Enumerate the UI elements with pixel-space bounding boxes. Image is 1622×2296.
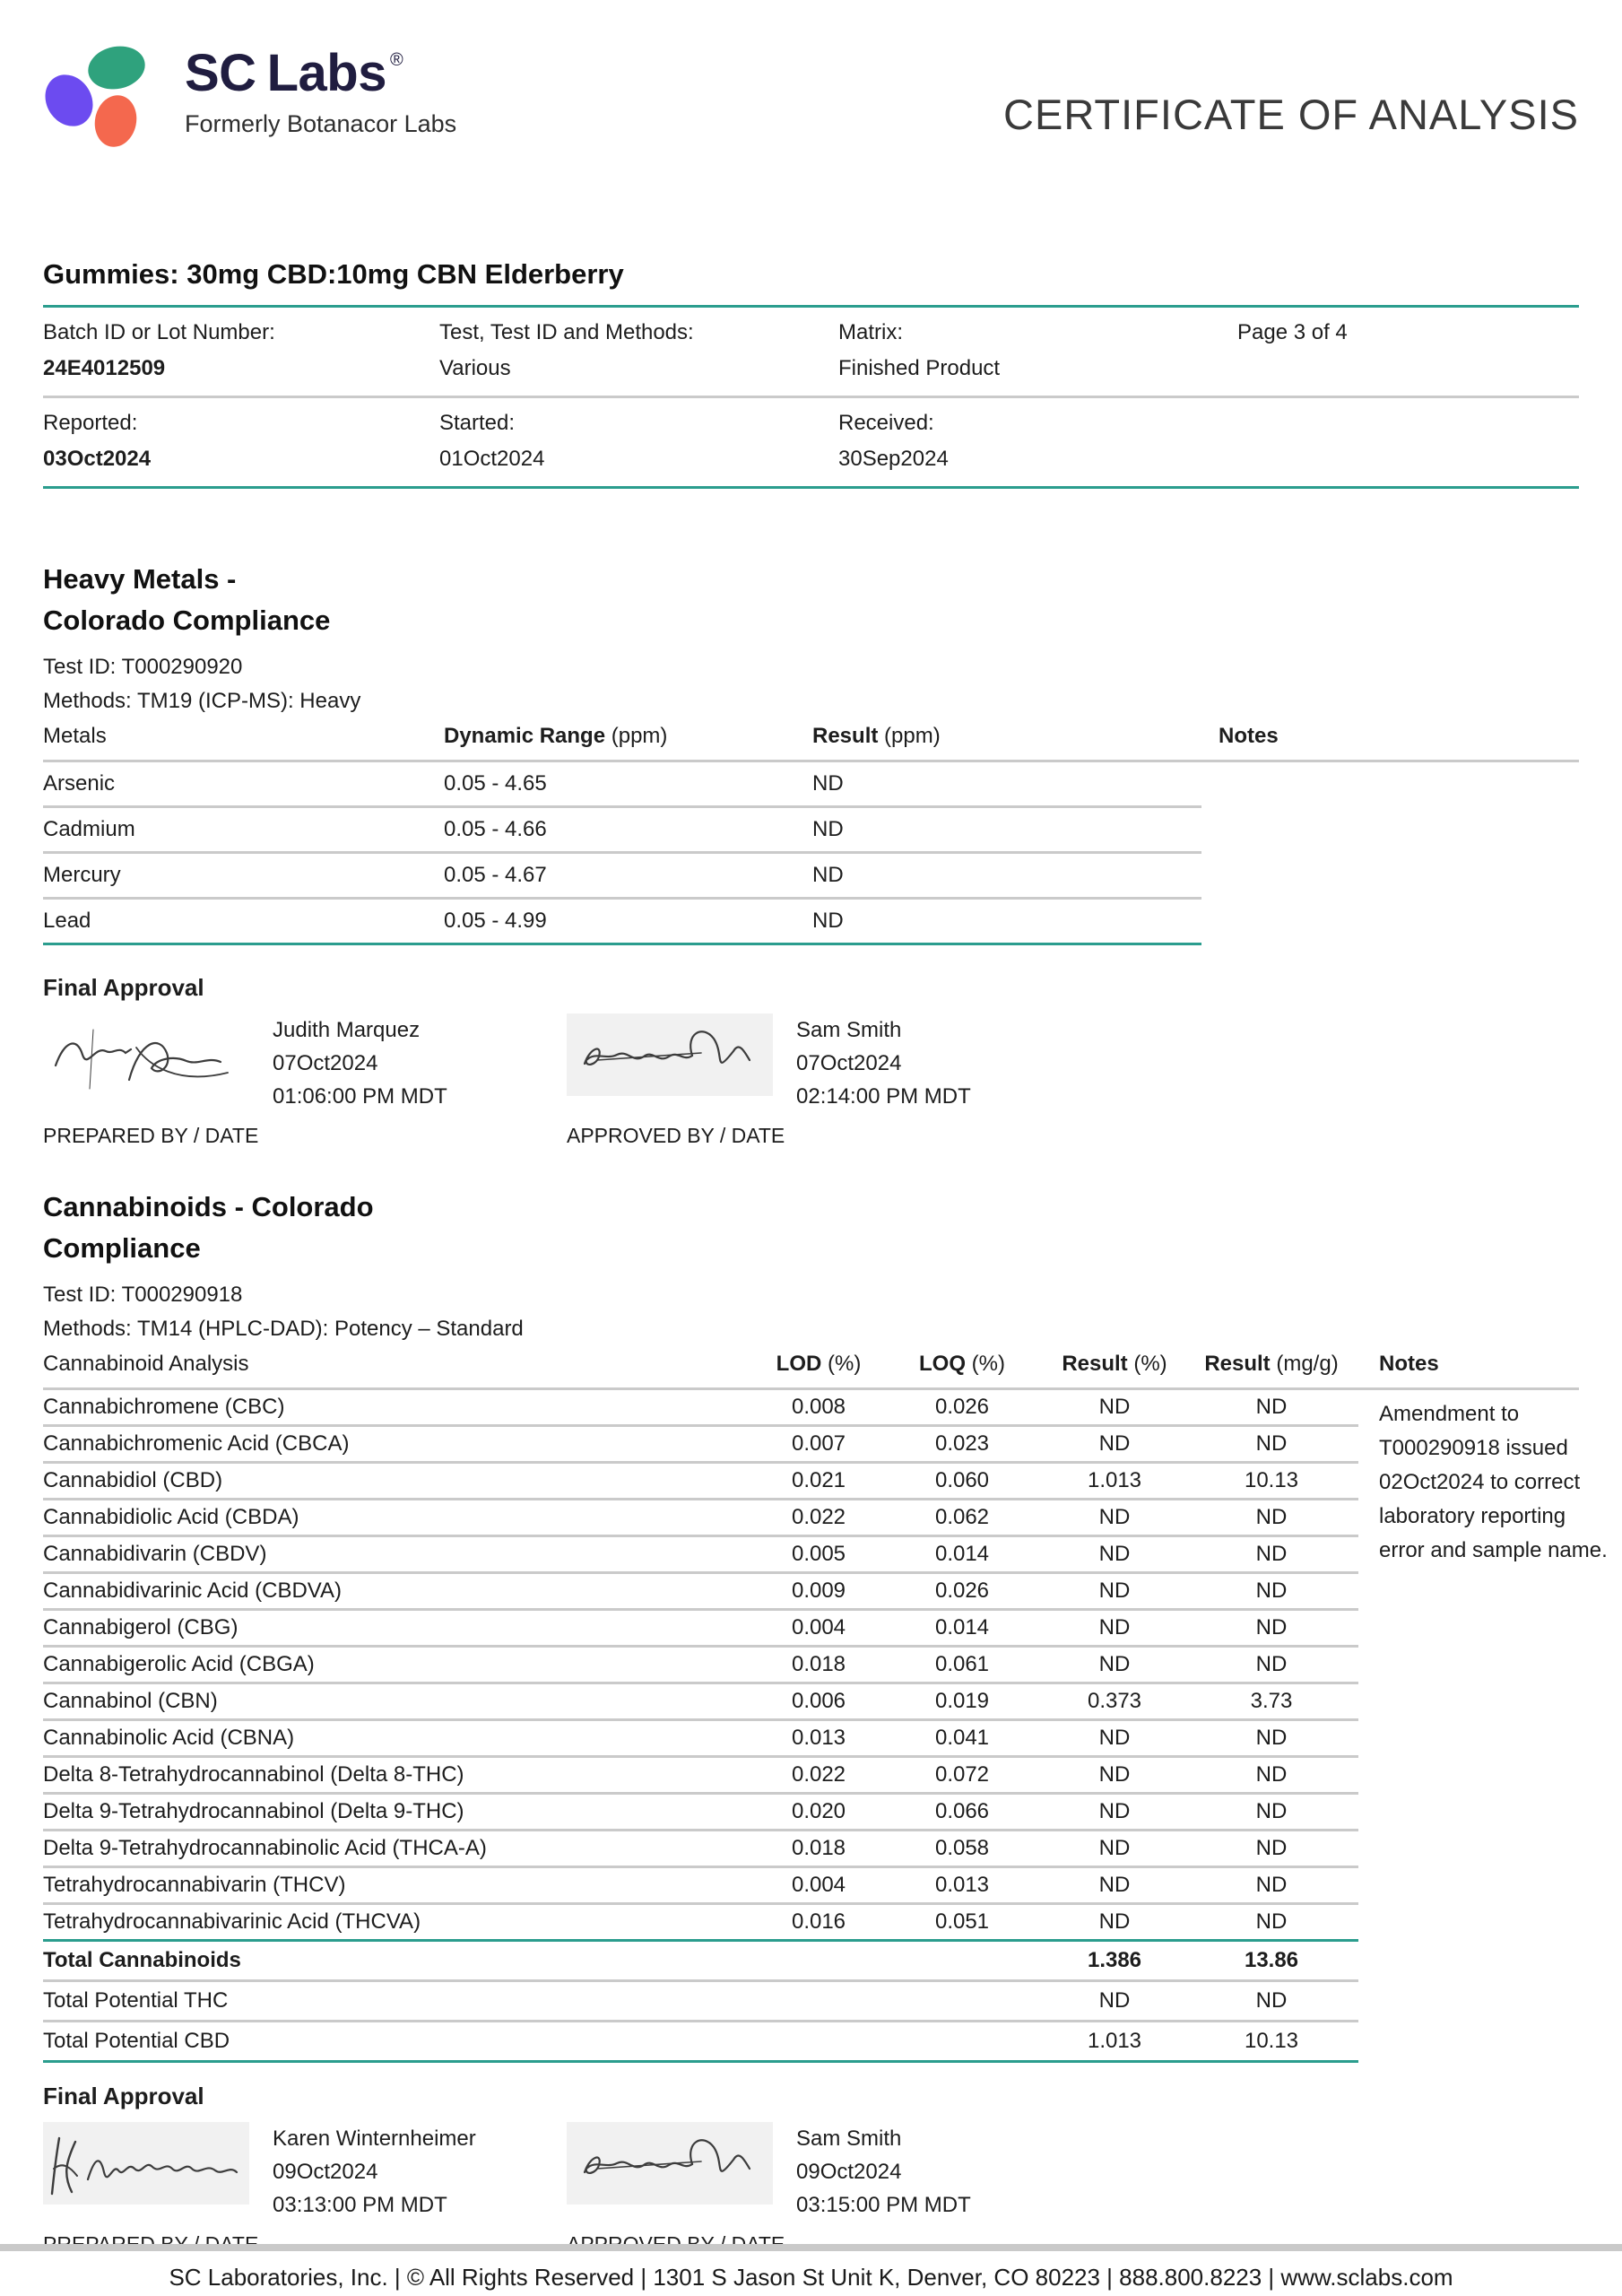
footer-divider [0, 2244, 1622, 2251]
signature-captions [43, 1124, 1579, 1147]
document-body [0, 258, 1622, 2256]
total-potential-thc-row [43, 1982, 1358, 2022]
batch-id-cell [43, 320, 439, 381]
preparer-name: Judith Marquez [273, 1018, 421, 1042]
result-pct-value: ND [1098, 1799, 1131, 1823]
result-pct-value: 0.373 [1087, 1689, 1142, 1713]
result-pct-value: ND [1098, 1726, 1131, 1750]
registered-mark: ® [389, 50, 403, 70]
analyte-name: Cannabichromenic Acid (CBCA) [43, 1431, 350, 1456]
table-row [43, 1464, 1358, 1500]
result-pct-value: ND [1098, 1988, 1131, 2013]
loq-value: 0.041 [934, 1726, 990, 1750]
preparer-time: 03:13:00 PM MDT [273, 2193, 447, 2217]
final-approval-heading: Final Approval [43, 974, 204, 1001]
dynamic-range-value: 0.05 - 4.99 [444, 909, 547, 933]
document-title: CERTIFICATE OF ANALYSIS [1003, 91, 1579, 138]
loq-value [886, 1948, 1038, 1973]
result-pct-value: ND [1098, 1762, 1131, 1787]
sc-labs-logo-icon [43, 38, 160, 172]
approved-by-caption: APPROVED BY / DATE [567, 1124, 785, 1147]
result-pct-value: ND [1098, 1431, 1131, 1456]
table-row [43, 1500, 1358, 1537]
lod-value [751, 1948, 886, 1973]
lod-value [751, 2029, 886, 2054]
sample-info-row-2 [43, 396, 1579, 486]
sc-labs-logo [43, 38, 456, 172]
loq-value [886, 1988, 1038, 2013]
result-mgg-value: ND [1255, 1988, 1288, 2013]
lod-value: 0.022 [791, 1762, 846, 1787]
result-mgg-value: 10.13 [1244, 1468, 1299, 1492]
approved-by-details [796, 2122, 971, 2222]
matrix-value: Finished Product [838, 356, 1001, 380]
analyte-name: Cannabidivarin (CBDV) [43, 1542, 267, 1566]
lod-value: 0.022 [791, 1505, 846, 1529]
lod-value: 0.016 [791, 1909, 846, 1934]
loq-value: 0.051 [934, 1909, 990, 1934]
dynamic-range-value: 0.05 - 4.65 [444, 771, 547, 796]
result-mgg-value: ND [1255, 1505, 1288, 1529]
analyte-name: Cannabidiol (CBD) [43, 1468, 223, 1492]
lod-value: 0.021 [791, 1468, 846, 1492]
hm-col-dynamic-range [444, 724, 812, 749]
final-approval-heavy-metals [43, 972, 1579, 1147]
total-name: Total Cannabinoids [43, 1948, 241, 1972]
hm-col-result-label: Result [812, 724, 879, 748]
cannabinoids-test-id: Test ID: T000290918 [43, 1283, 243, 1307]
table-row [43, 1721, 1358, 1758]
result-pct-value: ND [1098, 1395, 1131, 1419]
prepared-by-group [43, 1013, 522, 1113]
logo-dot-coral [90, 91, 141, 151]
loq-value: 0.023 [934, 1431, 990, 1456]
analyte-name: Cannabidiolic Acid (CBDA) [43, 1505, 299, 1529]
result-pct-value: ND [1098, 1836, 1131, 1860]
analyte-name: Cannabinol (CBN) [43, 1689, 218, 1713]
dynamic-range-value: 0.05 - 4.67 [444, 863, 547, 887]
batch-id-value: 24E4012509 [43, 356, 166, 380]
reported-value: 03Oct2024 [43, 447, 152, 471]
analyte-name: Cannabigerol (CBG) [43, 1615, 239, 1639]
signature-sam-smith [567, 2122, 773, 2205]
reported-label: Reported: [43, 411, 138, 435]
result-pct-value: ND [1098, 1873, 1131, 1897]
table-row [43, 1390, 1358, 1427]
page-number-cell [1237, 320, 1579, 381]
sample-info-row-1 [43, 308, 1579, 396]
lod-value: 0.004 [791, 1873, 846, 1897]
brand-name-sc: SC [185, 44, 256, 102]
table-row [43, 1684, 1358, 1721]
brand-text [185, 38, 456, 138]
prepared-by-group [43, 2122, 522, 2222]
hm-col-dynamic-range-label: Dynamic Range [444, 724, 606, 748]
result-mgg-value: ND [1255, 1395, 1288, 1419]
table-row [43, 1868, 1358, 1905]
analyte-name: Delta 9-Tetrahydrocannabinolic Acid (THCA-A) [43, 1836, 487, 1860]
analyte-name: Arsenic [43, 771, 116, 796]
signature-row [43, 2122, 1579, 2222]
page-number: Page 3 of 4 [1237, 320, 1348, 344]
cb-col-result-pct-label: Result [1062, 1352, 1128, 1376]
reported-cell [43, 411, 439, 472]
result-mgg-value: ND [1255, 1578, 1288, 1603]
result-value: ND [812, 817, 844, 841]
result-mgg-value: 13.86 [1244, 1948, 1299, 1972]
result-value: ND [812, 909, 844, 933]
result-pct-value: ND [1098, 1542, 1131, 1566]
final-approval-cannabinoids [43, 2081, 1579, 2256]
loq-value: 0.072 [934, 1762, 990, 1787]
approver-date: 07Oct2024 [796, 1051, 902, 1075]
cannabinoids-heading-line1: Cannabinoids - Colorado [43, 1191, 374, 1222]
approved-by-details [796, 1013, 971, 1113]
test-methods-cell [439, 320, 838, 381]
approved-by-group [567, 2122, 1045, 2222]
table-row [43, 762, 1201, 808]
table-row [43, 1831, 1358, 1868]
hm-col-result-unit: (ppm) [878, 724, 941, 748]
lod-value: 0.013 [791, 1726, 846, 1750]
loq-value: 0.014 [934, 1615, 990, 1639]
cb-col-notes: Notes [1379, 1352, 1439, 1376]
signature-judith-marquez [43, 1013, 249, 1096]
analyte-name: Delta 8-Tetrahydrocannabinol (Delta 8-THC) [43, 1762, 464, 1787]
logo-dot-green [84, 41, 149, 94]
loq-value: 0.013 [934, 1873, 990, 1897]
signature-row [43, 1013, 1579, 1113]
analyte-name: Cadmium [43, 817, 135, 841]
brand-name [185, 43, 456, 103]
result-mgg-value: ND [1255, 1799, 1288, 1823]
loq-value: 0.060 [934, 1468, 990, 1492]
signature-scribble-icon [43, 2122, 249, 2205]
heavy-metals-methods: Methods: TM19 (ICP-MS): Heavy [43, 689, 361, 713]
loq-value: 0.026 [934, 1578, 990, 1603]
dynamic-range-value: 0.05 - 4.66 [444, 817, 547, 841]
analyte-name: Cannabidivarinic Acid (CBDVA) [43, 1578, 343, 1603]
lod-value: 0.018 [791, 1652, 846, 1676]
analyte-name: Tetrahydrocannabivarin (THCV) [43, 1873, 346, 1897]
analyte-name: Delta 9-Tetrahydrocannabinol (Delta 9-THC) [43, 1799, 464, 1823]
analyte-name: Cannabichromene (CBC) [43, 1395, 285, 1419]
result-mgg-value: ND [1255, 1726, 1288, 1750]
signature-sam-smith [567, 1013, 773, 1096]
approver-time: 03:15:00 PM MDT [796, 2193, 971, 2217]
analyte-name: Cannabigerolic Acid (CBGA) [43, 1652, 315, 1676]
cannabinoids-heading [43, 1187, 1579, 1269]
result-mgg-value: ND [1255, 1836, 1288, 1860]
loq-value: 0.066 [934, 1799, 990, 1823]
total-potential-cbd-row [43, 2022, 1358, 2063]
cb-col-result-pct-unit: (%) [1127, 1352, 1167, 1376]
total-name: Total Potential CBD [43, 2029, 230, 2053]
final-approval-heading: Final Approval [43, 2083, 204, 2109]
loq-value: 0.026 [934, 1395, 990, 1419]
lod-value [751, 1988, 886, 2013]
batch-id-label: Batch ID or Lot Number: [43, 320, 275, 344]
analyte-name: Tetrahydrocannabivarinic Acid (THCVA) [43, 1909, 421, 1934]
heavy-metals-heading-line2: Colorado Compliance [43, 604, 331, 636]
total-name: Total Potential THC [43, 1988, 229, 2013]
result-pct-value: ND [1098, 1909, 1131, 1934]
approved-by-group [567, 1013, 1045, 1113]
started-cell [439, 411, 838, 472]
loq-value: 0.058 [934, 1836, 990, 1860]
hm-col-dynamic-range-unit: (ppm) [605, 724, 668, 748]
cb-col-loq [886, 1352, 1038, 1377]
table-row [43, 1611, 1358, 1648]
loq-value: 0.061 [934, 1652, 990, 1676]
cannabinoids-heading-line2: Compliance [43, 1232, 201, 1264]
cb-col-lod-label: LOD [776, 1352, 822, 1376]
result-mgg-value: ND [1255, 1873, 1288, 1897]
received-value: 30Sep2024 [838, 447, 949, 471]
result-pct-value: ND [1098, 1578, 1131, 1603]
lod-value: 0.008 [791, 1395, 846, 1419]
lod-value: 0.009 [791, 1578, 846, 1603]
result-pct-value: ND [1098, 1652, 1131, 1676]
cb-col-result-pct [1038, 1352, 1191, 1377]
preparer-date: 09Oct2024 [273, 2160, 378, 2184]
table-row [43, 808, 1201, 854]
result-pct-value: 1.013 [1087, 2029, 1142, 2053]
signature-scribble-icon [567, 2122, 773, 2205]
table-row [43, 1648, 1358, 1684]
cannabinoids-meta [43, 1278, 1579, 1346]
hm-col-notes: Notes [1219, 724, 1279, 748]
header [0, 0, 1622, 172]
prepared-by-caption: PREPARED BY / DATE [43, 1124, 259, 1147]
empty-cell [1237, 411, 1579, 472]
result-pct-value: 1.386 [1087, 1948, 1142, 1972]
result-mgg-value: ND [1255, 1909, 1288, 1934]
result-mgg-value: ND [1255, 1431, 1288, 1456]
test-methods-value: Various [439, 356, 511, 380]
result-mgg-value: ND [1255, 1615, 1288, 1639]
analyte-name: Cannabinolic Acid (CBNA) [43, 1726, 295, 1750]
brand-tagline: Formerly Botanacor Labs [185, 110, 457, 137]
table-row [43, 1905, 1358, 1942]
total-cannabinoids-row [43, 1942, 1358, 1982]
loq-value: 0.019 [934, 1689, 990, 1713]
approver-name: Sam Smith [796, 2126, 902, 2151]
result-mgg-value: 3.73 [1250, 1689, 1293, 1713]
result-mgg-value: ND [1255, 1652, 1288, 1676]
heavy-metals-test-id: Test ID: T000290920 [43, 655, 243, 679]
matrix-label: Matrix: [838, 320, 903, 344]
prepared-by-details [273, 1013, 447, 1113]
started-label: Started: [439, 411, 516, 435]
lod-value: 0.005 [791, 1542, 846, 1566]
result-value: ND [812, 863, 844, 887]
lod-value: 0.020 [791, 1799, 846, 1823]
cb-col-analysis: Cannabinoid Analysis [43, 1352, 249, 1376]
hm-col-result [812, 724, 1219, 749]
table-row [43, 1574, 1358, 1611]
cb-col-result-mgg [1191, 1352, 1352, 1377]
loq-value [886, 2029, 1038, 2054]
amendment-note: Amendment to T000290918 issued 02Oct2024 to correct laboratory reporting error and sample name. [1379, 1402, 1608, 1562]
lod-value: 0.007 [791, 1431, 846, 1456]
hm-col-metals: Metals [43, 724, 107, 748]
sample-info-table [43, 305, 1579, 489]
preparer-date: 07Oct2024 [273, 1051, 378, 1075]
heavy-metals-table-header [43, 718, 1579, 762]
cannabinoids-table-header [43, 1346, 1579, 1390]
heavy-metals-meta [43, 650, 1579, 718]
cb-col-loq-unit: (%) [966, 1352, 1005, 1376]
brand-name-labs: Labs [266, 44, 386, 102]
loq-value: 0.062 [934, 1505, 990, 1529]
lod-value: 0.004 [791, 1615, 846, 1639]
cb-col-result-mgg-label: Result [1204, 1352, 1271, 1376]
result-mgg-value: ND [1255, 1762, 1288, 1787]
approver-date: 09Oct2024 [796, 2160, 902, 2184]
result-pct-value: 1.013 [1087, 1468, 1142, 1492]
analyte-name: Lead [43, 909, 91, 933]
analyte-name: Mercury [43, 863, 121, 887]
sample-title: Gummies: 30mg CBD:10mg CBN Elderberry [43, 258, 624, 290]
cannabinoids-table-body [43, 1390, 1608, 2063]
lod-value: 0.018 [791, 1836, 846, 1860]
prepared-by-details [273, 2122, 476, 2222]
result-pct-value: ND [1098, 1615, 1131, 1639]
lod-value: 0.006 [791, 1689, 846, 1713]
table-row [43, 854, 1201, 900]
received-label: Received: [838, 411, 934, 435]
heavy-metals-table-body [43, 762, 1579, 945]
matrix-cell [838, 320, 1237, 381]
heavy-metals-heading [43, 559, 1579, 641]
preparer-name: Karen Winternheimer [273, 2126, 476, 2151]
approver-time: 02:14:00 PM MDT [796, 1084, 971, 1109]
cb-col-lod [751, 1352, 886, 1377]
table-row [43, 900, 1201, 945]
test-methods-label: Test, Test ID and Methods: [439, 320, 694, 344]
table-row [43, 1537, 1358, 1574]
result-mgg-value: ND [1255, 1542, 1288, 1566]
cb-col-lod-unit: (%) [821, 1352, 862, 1376]
table-row [43, 1427, 1358, 1464]
table-row [43, 1795, 1358, 1831]
received-cell [838, 411, 1237, 472]
loq-value: 0.014 [934, 1542, 990, 1566]
result-mgg-value: 10.13 [1244, 2029, 1299, 2053]
result-pct-value: ND [1098, 1505, 1131, 1529]
heavy-metals-heading-line1: Heavy Metals - [43, 563, 237, 595]
cannabinoids-methods: Methods: TM14 (HPLC-DAD): Potency – Standard [43, 1317, 524, 1341]
preparer-time: 01:06:00 PM MDT [273, 1084, 447, 1109]
result-value: ND [812, 771, 844, 796]
started-value: 01Oct2024 [439, 447, 545, 471]
signature-scribble-icon [43, 1013, 249, 1096]
signature-scribble-icon [567, 1013, 773, 1096]
signature-karen-winternheimer [43, 2122, 249, 2205]
cb-col-loq-label: LOQ [919, 1352, 966, 1376]
footer-text: SC Laboratories, Inc. | © All Rights Reserved | 1301 S Jason St Unit K, Denver, CO 80223 | 888.800.8223 | www.sclabs.com [169, 2264, 1453, 2291]
cb-col-result-mgg-unit: (mg/g) [1270, 1352, 1339, 1376]
approver-name: Sam Smith [796, 1018, 902, 1042]
table-row [43, 1758, 1358, 1795]
